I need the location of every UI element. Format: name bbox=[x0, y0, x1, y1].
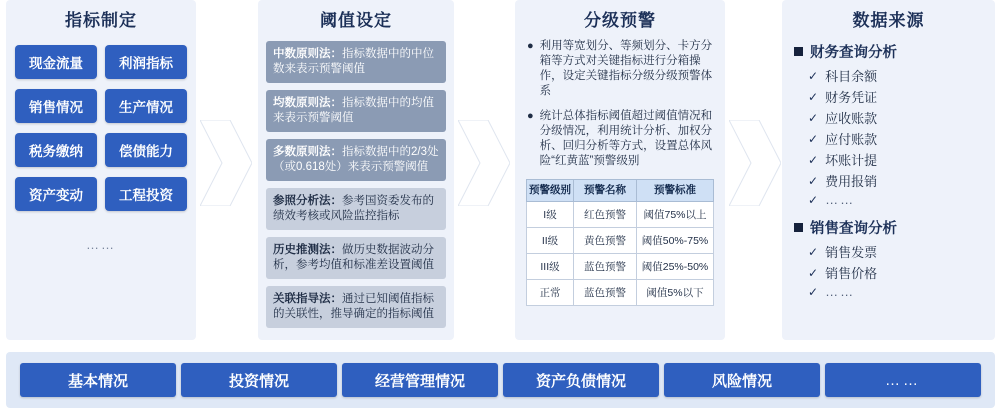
source-item bbox=[808, 150, 995, 169]
bottom-category-bar bbox=[6, 352, 995, 408]
source-item bbox=[808, 171, 995, 190]
table-cell: III级 bbox=[527, 254, 574, 280]
column-warning bbox=[515, 0, 725, 340]
indicator-pill[interactable]: 偿债能力 bbox=[105, 133, 187, 167]
table-cell: 阈值75%以上 bbox=[637, 202, 714, 228]
table-cell: 阈值25%-50% bbox=[637, 254, 714, 280]
bottom-pill-basic[interactable]: 基本情况 bbox=[20, 363, 176, 397]
table-cell: 黄色预警 bbox=[574, 228, 637, 254]
source-group-title: 财务查询分析 bbox=[810, 45, 897, 61]
warning-bullet-text: 统计总体指标阈值超过阈值情况和分级情况，利用统计分析、加权分析、回归分析等方式，设置总体风险“红黄蓝”预警级别 bbox=[539, 110, 713, 167]
check-icon: ✓ bbox=[808, 110, 819, 125]
source-group-title: 销售查询分析 bbox=[810, 221, 897, 237]
threshold-rule-name: 多数原则法： bbox=[273, 146, 342, 158]
source-item bbox=[808, 87, 995, 106]
warning-bullet bbox=[527, 109, 715, 169]
indicator-pill-grid bbox=[6, 45, 196, 211]
column-source-title: 数据来源 bbox=[852, 11, 925, 30]
indicator-pill[interactable]: 资产变动 bbox=[15, 177, 97, 211]
bottom-pill-more[interactable]: …… bbox=[825, 363, 981, 397]
source-item-label: 费用报销 bbox=[825, 174, 878, 189]
source-item-label: 财务凭证 bbox=[825, 90, 878, 105]
column-source bbox=[782, 0, 995, 340]
source-group-head bbox=[794, 217, 995, 238]
source-item-label: 应收账款 bbox=[825, 111, 878, 126]
table-row bbox=[527, 254, 714, 280]
threshold-rule[interactable] bbox=[266, 90, 446, 132]
check-icon: ✓ bbox=[808, 173, 819, 188]
column-indicator-title: 指标制定 bbox=[65, 11, 137, 30]
indicator-pill[interactable]: 销售情况 bbox=[15, 89, 97, 123]
warning-bullet-list bbox=[515, 39, 725, 169]
source-item bbox=[808, 263, 995, 282]
table-header-cell: 预警标准 bbox=[637, 180, 714, 202]
source-item bbox=[808, 108, 995, 127]
check-icon: ✓ bbox=[808, 68, 819, 83]
indicator-pill[interactable]: 现金流量 bbox=[15, 45, 97, 79]
source-item-label: 应付账款 bbox=[825, 132, 878, 147]
column-threshold bbox=[258, 0, 454, 340]
warning-bullet bbox=[527, 39, 715, 99]
flow-arrow-1 bbox=[200, 120, 252, 206]
indicator-pill[interactable]: 税务缴纳 bbox=[15, 133, 97, 167]
source-list bbox=[782, 41, 995, 299]
bottom-pill-balance[interactable]: 资产负债情况 bbox=[503, 363, 659, 397]
table-row bbox=[527, 280, 714, 306]
indicator-more-dots: …… bbox=[86, 237, 116, 252]
table-header-row bbox=[527, 180, 714, 202]
source-item bbox=[808, 129, 995, 148]
threshold-rule-text: 指标数据中的中位数来表示预警阈值 bbox=[273, 48, 434, 75]
threshold-rule[interactable] bbox=[266, 139, 446, 181]
table-header-cell: 预警名称 bbox=[574, 180, 637, 202]
source-item bbox=[808, 192, 995, 207]
warning-bullet-text: 利用等宽划分、等频划分、卡方分箱等方式对关键指标进行分箱操作，设定关键指标分级分级预警体系 bbox=[539, 40, 713, 97]
column-warning-title: 分级预警 bbox=[584, 11, 656, 30]
threshold-rule-list bbox=[258, 41, 454, 328]
source-item-label: 销售价格 bbox=[825, 266, 878, 281]
table-cell: 阈值50%-75% bbox=[637, 228, 714, 254]
column-indicator bbox=[6, 0, 196, 340]
bullet-dot-icon: ● bbox=[527, 40, 534, 52]
square-bullet-icon bbox=[794, 47, 803, 56]
source-item-label: 销售发票 bbox=[825, 245, 878, 260]
bottom-pill-risk[interactable]: 风险情况 bbox=[664, 363, 820, 397]
table-row bbox=[527, 202, 714, 228]
threshold-rule[interactable] bbox=[266, 41, 446, 83]
flow-arrow-2 bbox=[458, 120, 510, 206]
source-item-label: 科目余额 bbox=[825, 69, 878, 84]
check-icon: ✓ bbox=[808, 131, 819, 146]
bottom-pill-operation[interactable]: 经营管理情况 bbox=[342, 363, 498, 397]
check-icon: ✓ bbox=[808, 192, 819, 207]
table-cell: 蓝色预警 bbox=[574, 280, 637, 306]
threshold-rule-text: 指标数据中的均值来表示预警阈值 bbox=[273, 97, 434, 124]
threshold-rule[interactable] bbox=[266, 237, 446, 279]
threshold-rule-name: 均数原则法： bbox=[273, 97, 342, 109]
source-item bbox=[808, 66, 995, 85]
check-icon: ✓ bbox=[808, 265, 819, 280]
check-icon: ✓ bbox=[808, 152, 819, 167]
column-threshold-title: 阈值设定 bbox=[320, 11, 392, 30]
table-row bbox=[527, 228, 714, 254]
threshold-rule-name: 中数原则法： bbox=[273, 48, 342, 60]
check-icon: ✓ bbox=[808, 284, 819, 299]
source-item-label: 坏账计提 bbox=[825, 153, 878, 168]
square-bullet-icon bbox=[794, 223, 803, 232]
threshold-rule-name: 关联指导法： bbox=[273, 293, 342, 305]
bottom-pill-investment[interactable]: 投资情况 bbox=[181, 363, 337, 397]
threshold-rule[interactable] bbox=[266, 286, 446, 328]
source-item-label: …… bbox=[825, 284, 856, 299]
threshold-rule[interactable] bbox=[266, 188, 446, 230]
bullet-dot-icon: ● bbox=[527, 110, 534, 122]
table-cell: 正常 bbox=[527, 280, 574, 306]
table-cell: 阈值5%以下 bbox=[637, 280, 714, 306]
check-icon: ✓ bbox=[808, 244, 819, 259]
check-icon: ✓ bbox=[808, 89, 819, 104]
threshold-rule-text: 参考国资委发布的绩效考核或风险监控指标 bbox=[273, 195, 434, 222]
source-item bbox=[808, 242, 995, 261]
table-header-cell: 预警级别 bbox=[527, 180, 574, 202]
flow-arrow-3 bbox=[729, 120, 781, 206]
threshold-rule-name: 参照分析法： bbox=[273, 195, 342, 207]
indicator-pill[interactable]: 工程投资 bbox=[105, 177, 187, 211]
threshold-rule-text: 通过已知阈值指标的关联性，推导确定的指标阈值 bbox=[273, 293, 434, 320]
table-cell: 红色预警 bbox=[574, 202, 637, 228]
indicator-pill[interactable]: 生产情况 bbox=[105, 89, 187, 123]
table-cell: I级 bbox=[527, 202, 574, 228]
table-cell: 蓝色预警 bbox=[574, 254, 637, 280]
source-group-head bbox=[794, 41, 995, 62]
source-item bbox=[808, 284, 995, 299]
threshold-rule-text: 指标数据中的2/3处（或0.618处）来表示预警阈值 bbox=[273, 146, 439, 173]
threshold-rule-text: 做历史数据波动分析，参考均值和标准差设置阈值 bbox=[273, 244, 434, 271]
warning-level-table bbox=[526, 179, 714, 306]
indicator-pill[interactable]: 利润指标 bbox=[105, 45, 187, 79]
table-cell: II级 bbox=[527, 228, 574, 254]
threshold-rule-name: 历史推测法： bbox=[273, 244, 342, 256]
source-item-label: …… bbox=[825, 192, 856, 207]
